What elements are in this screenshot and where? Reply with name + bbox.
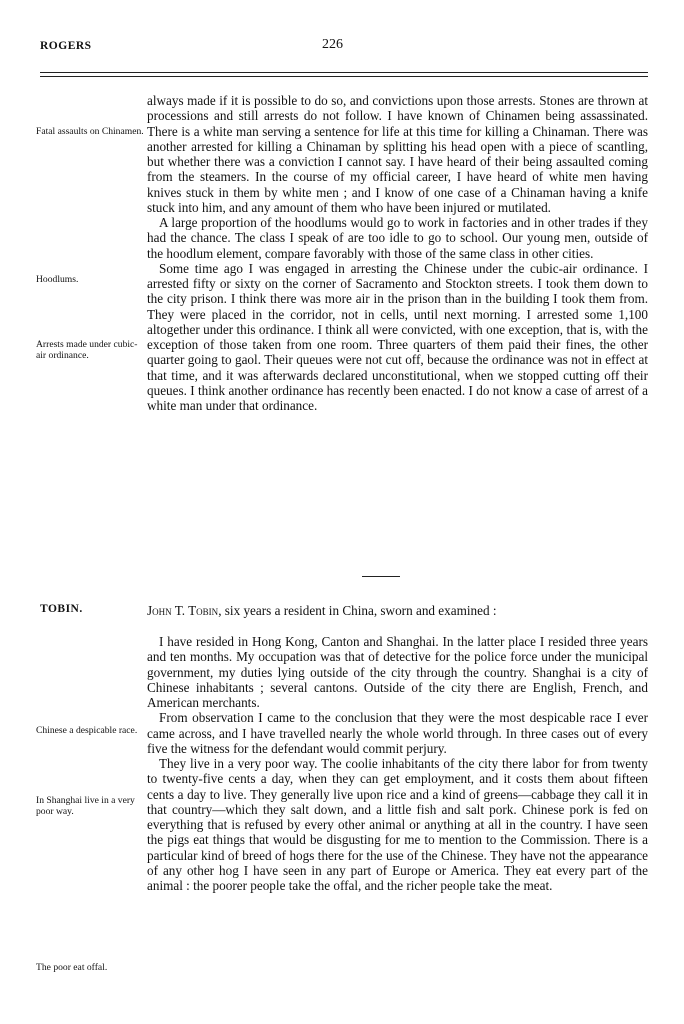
tobin-testimony	[147, 634, 648, 893]
running-head: ROGERS	[40, 40, 92, 52]
header-rule-bottom	[40, 76, 648, 77]
witness-intro: , six years a resident in China, sworn and examined :	[218, 603, 497, 618]
tobin-heading	[147, 603, 648, 618]
margin-note-hoodlums: Hoodlums.	[36, 274, 79, 285]
rogers-paragraph-2: A large proportion of the hoodlums would go to work in factories and in other trades if they had the chance. The class I speak of are too idle to go to school. Our young men, outside of the hoodlum element, compare favorably with those of the same class in other cities.	[147, 215, 648, 261]
margin-note-shanghai: In Shanghai live in a very poor way.	[36, 795, 135, 817]
page-number: 226	[322, 37, 343, 52]
tobin-paragraph-2: From observation I came to the conclusion that they were the most despicable race I ever came across, and I have travelled nearly the whole world through. In three cases out of every five the witness for the defendant would commit perjury.	[147, 710, 648, 756]
rogers-testimony	[147, 93, 648, 413]
margin-note-offal: The poor eat offal.	[36, 962, 108, 973]
section-name-tobin: TOBIN.	[40, 603, 83, 615]
tobin-paragraph-1: I have resided in Hong Kong, Canton and Shanghai. In the latter place I resided three years and ten months. My occupation was that of detective for the police force under the municipal government, my duties lying outside of the city through the country. Shanghai is a city of Chinese inhabitants ; several cantons. Outside of the city there are English, French, and American merchants.	[147, 634, 648, 710]
margin-note-despicable-race: Chinese a despicable race.	[36, 725, 138, 736]
tobin-paragraph-3: They live in a very poor way. The coolie inhabitants of the city there labor for from twenty to twenty-five cents a day, when they can get employment, and it costs them about fifteen cents a day to live. They generally live upon rice and a kind of greens—cabbage they call it in that country—which they salt down, and a little fish and salt pork. Chinese pork is fed on everything that is refused by every other animal or anything at all in the country. I have seen the pigs eat things that would be disgusting for me to mention to the Commission. There is a particular kind of breed of hogs there for the use of the Chinese. They have not the appearance of any other hog I have seen in any part of Europe or America. They eat every part of the animal : the poorer people take the offal, and the richer people take the meat.	[147, 756, 648, 893]
margin-note-fatal-assaults: Fatal assaults on Chinamen.	[36, 126, 144, 137]
rogers-paragraph-3: Some time ago I was engaged in arresting the Chinese under the cubic-air ordinance. I arrested fifty or sixty on the corner of Sacramento and Stockton streets. I took them down to the city prison. I think there was more air in the prison than in the building I took them from. They were placed in the corridor, not in cells, until next morning. I arrested some 1,100 altogether under this ordinance. I think all were convicted, with one exception, that is, with the exception of those taken from one room. Three quarters of them paid their fines, the other quarter going to gaol. Their queues were not cut off, because the ordinance was not in effect at that time, and it was afterwards declared unconstitutional, when we stopped cutting off their queues. I think another ordinance has recently been enacted. I do not know a case of arrest of a white man under that ordinance.	[147, 260, 648, 413]
header-rule-top	[40, 72, 648, 73]
section-separator	[362, 576, 400, 577]
witness-name: John T. Tobin	[147, 603, 219, 618]
rogers-paragraph-1: always made if it is possible to do so, and convictions upon those arrests. Stones are thrown at processions and still arrests do not follow. I have known of Chinamen being assassinated. There is a white man serving a sentence for life at this time for killing a Chinaman. There was another arrested for killing a Chinaman by splitting his head open with a piece of scantling, but whether there was a conviction I cannot say. I have heard of their being assaulted coming from the steamers. In the course of my official career, I have heard of white men having knives stuck in them by white men ; and I know of one case of a Chinaman having a knife stuck into him, and any amount of them who have been injured or mutilated.	[147, 93, 648, 215]
margin-note-arrests: Arrests made under cubic-air ordinance.	[36, 339, 138, 361]
